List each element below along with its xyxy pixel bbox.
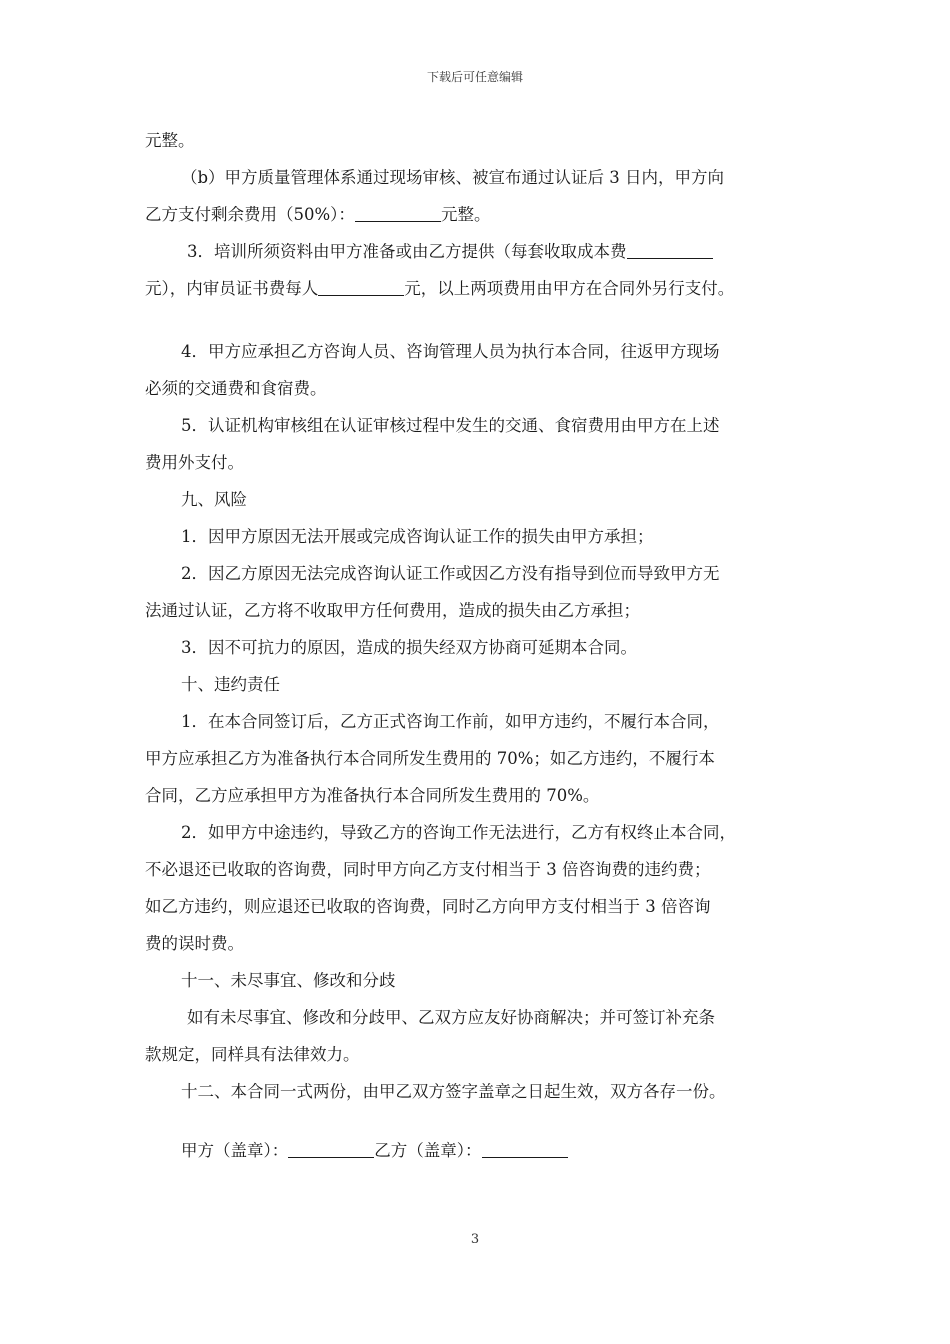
clause-5-line-1: 5．认证机构审核组在认证审核过程中发生的交通、食宿费用由甲方在上述	[181, 416, 720, 435]
section-heading-misc: 十一、未尽事宜、修改和分歧	[181, 971, 396, 990]
section-heading-risk: 九、风险	[181, 490, 247, 509]
misc-line-2: 款规定，同样具有法律效力。	[145, 1045, 360, 1064]
paragraph-gap	[145, 1110, 825, 1132]
clause-4-line-1: 4．甲方应承担乙方咨询人员、咨询管理人员为执行本合同，往返甲方现场	[181, 342, 720, 361]
page-header: 下载后可任意编辑	[426, 70, 523, 84]
text-span: 元，以上两项费用由甲方在合同外另行支付。	[404, 279, 735, 298]
breach-item-1-line-1: 1．在本合同签订后，乙方正式咨询工作前，如甲方违约，不履行本合同，	[181, 712, 720, 731]
breach-item-2-line-1: 2．如甲方中途违约，导致乙方的咨询工作无法进行，乙方有权终止本合同，	[181, 823, 736, 842]
breach-item-1-line-3: 合同，乙方应承担甲方为准备执行本合同所发生费用的 70%。	[145, 786, 600, 805]
clause-4-line-2: 必须的交通费和食宿费。	[145, 379, 327, 398]
clause-b-line-1: （b）甲方质量管理体系通过现场审核、被宣布通过认证后 3 日内，甲方向	[181, 168, 725, 187]
risk-item-2-line-1: 2．因乙方原因无法完成咨询认证工作或因乙方没有指导到位而导致甲方无	[181, 564, 720, 583]
blank-field-remaining-fee	[355, 205, 441, 222]
section-heading-breach: 十、违约责任	[181, 675, 280, 694]
clause-3-line-1	[145, 233, 825, 270]
party-b-seal-label: 乙方（盖章）：	[374, 1141, 482, 1160]
misc-line-1: 如有未尽事宜、修改和分歧甲、乙双方应友好协商解决；并可签订补充条	[187, 1008, 715, 1027]
party-a-seal-blank	[288, 1141, 374, 1158]
risk-item-3: 3．因不可抗力的原因，造成的损失经双方协商可延期本合同。	[181, 638, 637, 657]
text-span: 元），内审员证书费每人	[145, 279, 319, 298]
text-span: 元整。	[440, 205, 491, 224]
risk-item-2-line-2: 法通过认证，乙方将不收取甲方任何费用，造成的损失由乙方承担；	[145, 601, 640, 620]
breach-item-2-line-3: 如乙方违约，则应退还已收取的咨询费，同时乙方向甲方支付相当于 3 倍咨询	[145, 897, 711, 916]
paragraph-gap	[145, 307, 825, 333]
blank-field-certificate-fee	[318, 279, 404, 296]
blank-field-material-cost	[627, 242, 713, 259]
breach-item-2-line-4: 费的误时费。	[145, 934, 244, 953]
signature-line	[145, 1132, 825, 1169]
section-twelve: 十二、本合同一式两份，由甲乙双方签字盖章之日起生效，双方各存一份。	[181, 1082, 726, 1101]
text-line: 元整。	[145, 131, 195, 150]
risk-item-1: 1．因甲方原因无法开展或完成咨询认证工作的损失由甲方承担；	[181, 527, 654, 546]
clause-5-line-2: 费用外支付。	[145, 453, 244, 472]
party-a-seal-label: 甲方（盖章）：	[181, 1141, 289, 1160]
contract-body	[145, 122, 825, 1169]
party-b-seal-blank	[482, 1141, 568, 1158]
clause-b-line-2	[145, 196, 825, 233]
text-span: 乙方支付剩余费用（50%）：	[145, 205, 355, 224]
page-number: 3	[470, 1232, 480, 1247]
text-span: 3．培训所须资料由甲方准备或由乙方提供（每套收取成本费	[187, 242, 627, 261]
breach-item-1-line-2: 甲方应承担乙方为准备执行本合同所发生费用的 70%；如乙方违约，不履行本	[145, 749, 715, 768]
breach-item-2-line-2: 不必退还已收取的咨询费，同时甲方向乙方支付相当于 3 倍咨询费的违约费；	[145, 860, 711, 879]
clause-3-line-2	[145, 270, 825, 307]
